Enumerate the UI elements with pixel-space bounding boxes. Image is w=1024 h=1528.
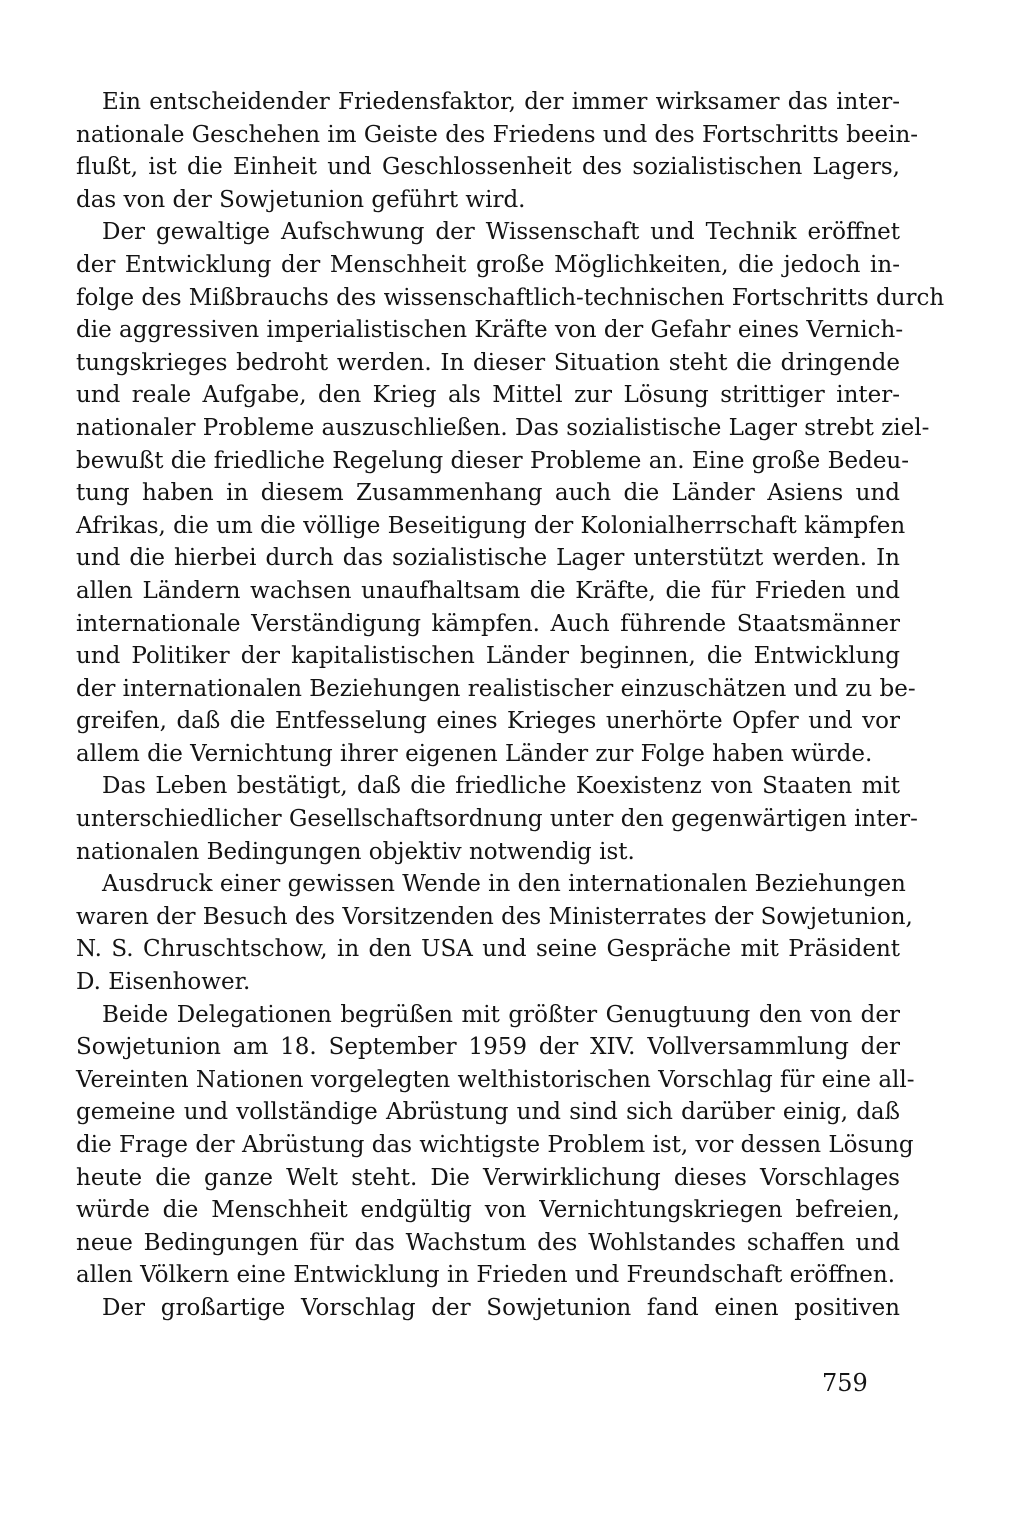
text-line: bewußt die friedliche Regelung dieser Probleme an. Eine große Bedeu- (76, 447, 910, 474)
text-line: und Politiker der kapitalistischen Länder beginnen, die Entwicklung (76, 643, 900, 670)
paragraph (76, 1292, 900, 1325)
text-line: und die hierbei durch das sozialistische Lager unterstützt werden. In (76, 545, 900, 572)
body-text (76, 86, 945, 1325)
text-line: nationale Geschehen im Geiste des Friedens und des Fortschritts beein- (76, 121, 919, 148)
text-line: nationaler Probleme auszuschließen. Das sozialistische Lager strebt ziel- (76, 414, 930, 441)
text-line: Afrikas, die um die völlige Beseitigung der Kolonialherrschaft kämpfen (76, 512, 906, 539)
text-line: und reale Aufgabe, den Krieg als Mittel zur Lösung strittiger inter- (76, 382, 900, 409)
text-line: Ausdruck einer gewissen Wende in den internationalen Beziehungen (102, 871, 906, 898)
page-number: 759 (822, 1369, 868, 1397)
text-line: Das Leben bestätigt, daß die friedliche Koexistenz von Staaten mit (102, 773, 900, 800)
text-line: greifen, daß die Entfesselung eines Krieges unerhörte Opfer und vor (76, 708, 900, 735)
text-line: N. S. Chruschtschow, in den USA und seine Gespräche mit Präsident (76, 936, 900, 963)
text-line: flußt, ist die Einheit und Geschlossenheit des sozialistischen Lagers, (76, 154, 900, 181)
text-line: Sowjetunion am 18. September 1959 der XIV. Vollversammlung der (76, 1034, 900, 1061)
text-line: waren der Besuch des Vorsitzenden des Ministerrates der Sowjetunion, (76, 903, 913, 930)
text-line: Vereinten Nationen vorgelegten welthistorischen Vorschlag für eine all- (76, 1066, 915, 1093)
text-line: D. Eisenhower. (76, 969, 251, 996)
text-line: tung haben in diesem Zusammenhang auch die Länder Asiens und (76, 480, 900, 507)
text-line: die aggressiven imperialistischen Kräfte von der Gefahr eines Vernich- (76, 317, 904, 344)
paragraph (76, 868, 913, 998)
paragraph (76, 770, 918, 868)
text-line: neue Bedingungen für das Wachstum des Wohlstandes schaffen und (76, 1229, 900, 1256)
text-line: heute die ganze Welt steht. Die Verwirklichung dieses Vorschlages (76, 1164, 900, 1191)
text-line: Der großartige Vorschlag der Sowjetunion fand einen positiven (102, 1294, 900, 1321)
text-line: Beide Delegationen begrüßen mit größter Genugtuung den von der (102, 1001, 900, 1028)
text-line: gemeine und vollständige Abrüstung und sind sich darüber einig, daß (76, 1099, 900, 1126)
text-line: internationale Verständigung kämpfen. Auch führende Staatsmänner (76, 610, 900, 637)
text-line: allem die Vernichtung ihrer eigenen Länder zur Folge haben würde. (76, 740, 873, 767)
paragraph (76, 86, 919, 216)
text-line: nationalen Bedingungen objektiv notwendig ist. (76, 838, 635, 865)
text-line: Der gewaltige Aufschwung der Wissenschaft und Technik eröffnet (102, 219, 900, 246)
text-line: allen Völkern eine Entwicklung in Frieden und Freundschaft eröffnen. (76, 1262, 896, 1289)
text-line: folge des Mißbrauchs des wissenschaftlich-technischen Fortschritts durch (76, 284, 945, 311)
text-line: allen Ländern wachsen unaufhaltsam die Kräfte, die für Frieden und (76, 577, 900, 604)
text-line: der internationalen Beziehungen realistischer einzuschätzen und zu be- (76, 675, 916, 702)
paragraph (76, 216, 945, 770)
text-line: die Frage der Abrüstung das wichtigste Problem ist, vor dessen Lösung (76, 1132, 914, 1158)
text-line: würde die Menschheit endgültig von Vernichtungskriegen befreien, (76, 1197, 900, 1224)
paragraph (76, 999, 915, 1292)
text-line: unterschiedlicher Gesellschaftsordnung unter den gegenwärtigen inter- (76, 806, 918, 833)
text-line: tungskrieges bedroht werden. In dieser Situation steht die dringende (76, 349, 900, 376)
text-line: das von der Sowjetunion geführt wird. (76, 186, 526, 213)
text-line: der Entwicklung der Menschheit große Möglichkeiten, die jedoch in- (76, 251, 900, 278)
text-line: Ein entscheidender Friedensfaktor, der immer wirksamer das inter- (102, 89, 900, 115)
